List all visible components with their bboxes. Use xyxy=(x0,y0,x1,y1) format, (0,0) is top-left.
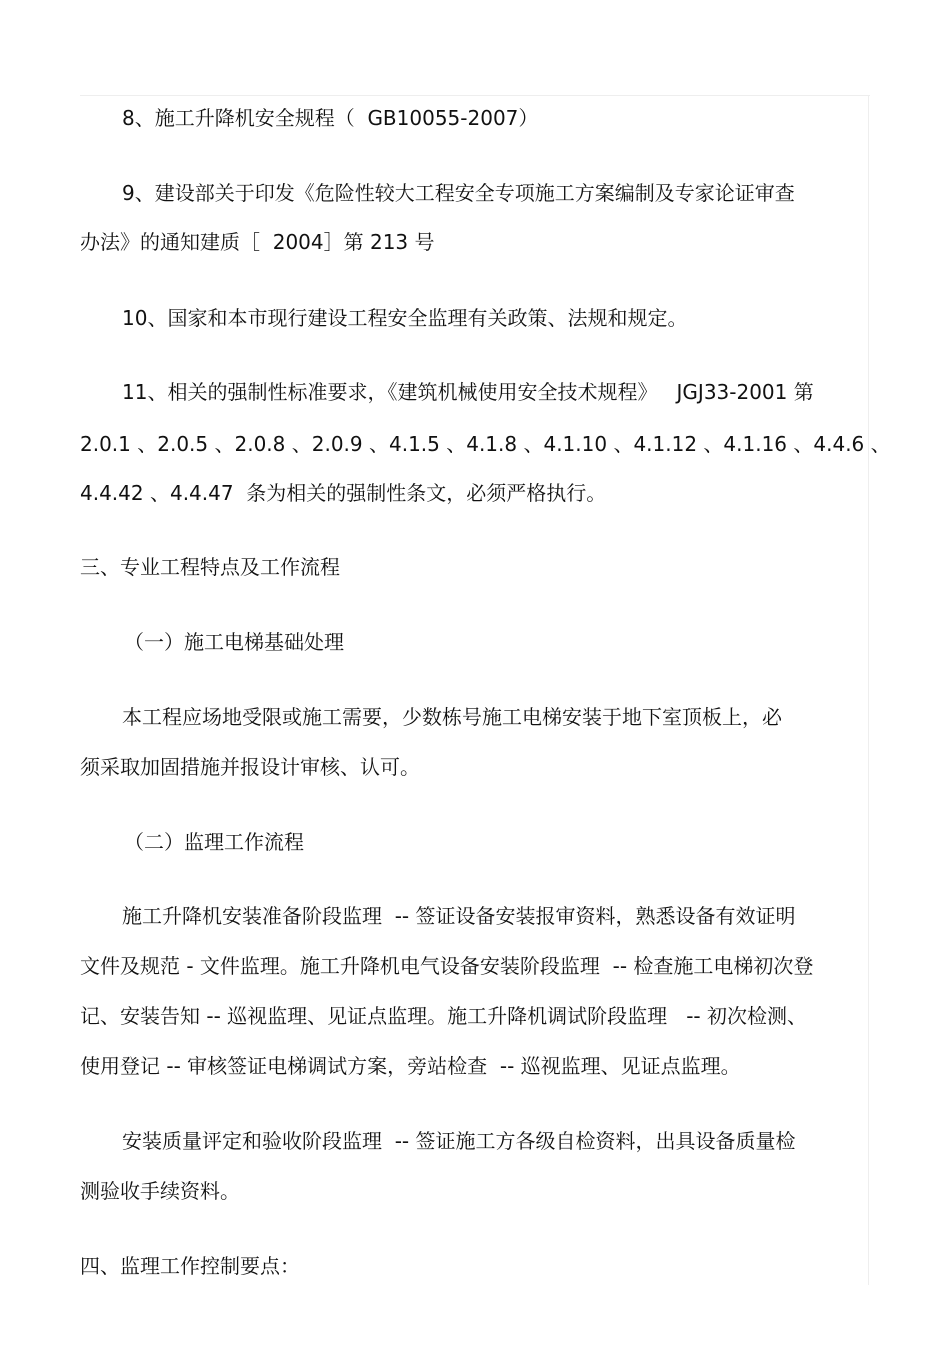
subsection-2-heading: （二）监理工作流程 xyxy=(124,830,304,854)
workflow-para-line-1: 施工升降机安装准备阶段监理 -- 签证设备安装报审资料，熟悉设备有效证明 xyxy=(122,904,796,928)
item-9-line-2: 办法》的通知建质［ 2004］第 213 号 xyxy=(80,230,435,254)
item-11-line-1: 11、相关的强制性标准要求，《建筑机械使用安全技术规程》 JGJ33-2001 第 xyxy=(122,380,814,404)
acceptance-para-line-1: 安装质量评定和验收阶段监理 -- 签证施工方各级自检资料，出具设备质量检 xyxy=(122,1129,796,1153)
workflow-para-line-2: 文件及规范 - 文件监理。施工升降机电气设备安装阶段监理 -- 检查施工电梯初次登 xyxy=(80,954,814,978)
item-11-line-3: 4.4.42 、4.4.47 条为相关的强制性条文，必须严格执行。 xyxy=(80,481,607,505)
section-3-heading: 三、专业工程特点及工作流程 xyxy=(80,555,340,579)
workflow-para-line-4: 使用登记 -- 审核签证电梯调试方案，旁站检查 -- 巡视监理、见证点监理。 xyxy=(80,1054,741,1078)
acceptance-para-line-2: 测验收手续资料。 xyxy=(80,1179,240,1203)
item-9-line-1: 9、建设部关于印发《危险性较大工程安全专项施工方案编制及专家论证审查 xyxy=(122,181,795,205)
section-4-heading: 四、监理工作控制要点： xyxy=(80,1254,300,1278)
right-rule xyxy=(868,95,869,1285)
subsection-1-para-line-1: 本工程应场地受限或施工需要，少数栋号施工电梯安装于地下室顶板上，必 xyxy=(122,705,782,729)
item-10-line: 10、国家和本市现行建设工程安全监理有关政策、法规和规定。 xyxy=(122,306,688,330)
subsection-1-para-line-2: 须采取加固措施并报设计审核、认可。 xyxy=(80,755,420,779)
top-rule xyxy=(80,95,870,96)
workflow-para-line-3: 记、安装告知 -- 巡视监理、见证点监理。施工升降机调试阶段监理 -- 初次检测、 xyxy=(80,1004,808,1028)
item-8-line: 8、施工升降机安全规程（ GB10055-2007） xyxy=(122,106,539,130)
item-11-line-2: 2.0.1 、2.0.5 、2.0.8 、2.0.9 、4.1.5 、4.1.8 、4.1.10 、4.1.12 、4.1.16 、4.4.6 、 xyxy=(80,432,891,456)
subsection-1-heading: （一）施工电梯基础处理 xyxy=(124,630,344,654)
